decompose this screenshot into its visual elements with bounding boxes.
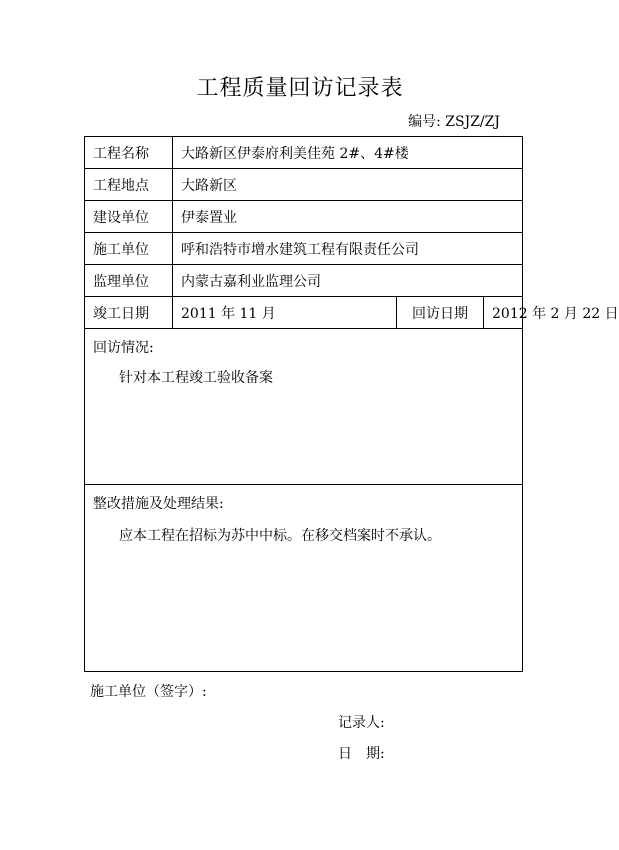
visit-date-label: 回访日期 bbox=[397, 297, 484, 328]
project-name-value: 大路新区伊泰府利美佳苑 2#、4#楼 bbox=[181, 145, 409, 162]
builder-value: 伊泰置业 bbox=[181, 209, 237, 226]
builder-label: 建设单位 bbox=[85, 201, 173, 232]
constructor-value: 呼和浩特市增水建筑工程有限责任公司 bbox=[181, 241, 419, 258]
constructor-label: 施工单位 bbox=[85, 233, 173, 264]
row-supervisor bbox=[85, 265, 522, 297]
row-dates bbox=[85, 297, 619, 329]
completion-date-value: 2011 年 11 月 bbox=[173, 297, 397, 328]
form-code: 编号: ZSJZ/ZJ bbox=[408, 114, 500, 130]
supervisor-label: 监理单位 bbox=[85, 265, 173, 296]
row-builder bbox=[85, 201, 522, 233]
row-location bbox=[85, 169, 522, 201]
project-name-label: 工程名称 bbox=[85, 137, 173, 168]
recorder-label: 记录人: bbox=[338, 715, 385, 731]
record-form bbox=[84, 136, 619, 672]
page-title: 工程质量回访记录表 bbox=[196, 76, 404, 101]
visit-date-value: 2012 年 2 月 22 日 bbox=[492, 305, 619, 322]
row-project-name bbox=[85, 137, 522, 169]
row-constructor bbox=[85, 233, 522, 265]
rectification-content: 应本工程在招标为苏中中标。在移交档案时不承认。 bbox=[119, 528, 441, 544]
date-label: 日 期: bbox=[338, 746, 385, 762]
location-label: 工程地点 bbox=[85, 169, 173, 200]
supervisor-value: 内蒙古嘉利业监理公司 bbox=[181, 273, 321, 290]
rectification-section bbox=[85, 485, 522, 671]
construction-unit-signature: 施工单位（签字）: bbox=[90, 684, 207, 700]
location-value: 大路新区 bbox=[181, 177, 237, 194]
visit-situation-section bbox=[85, 329, 522, 485]
rectification-label: 整改措施及处理结果: bbox=[93, 496, 224, 512]
visit-situation-label: 回访情况: bbox=[93, 340, 154, 356]
visit-situation-content: 针对本工程竣工验收备案 bbox=[119, 370, 273, 386]
completion-date-label: 竣工日期 bbox=[85, 297, 173, 328]
